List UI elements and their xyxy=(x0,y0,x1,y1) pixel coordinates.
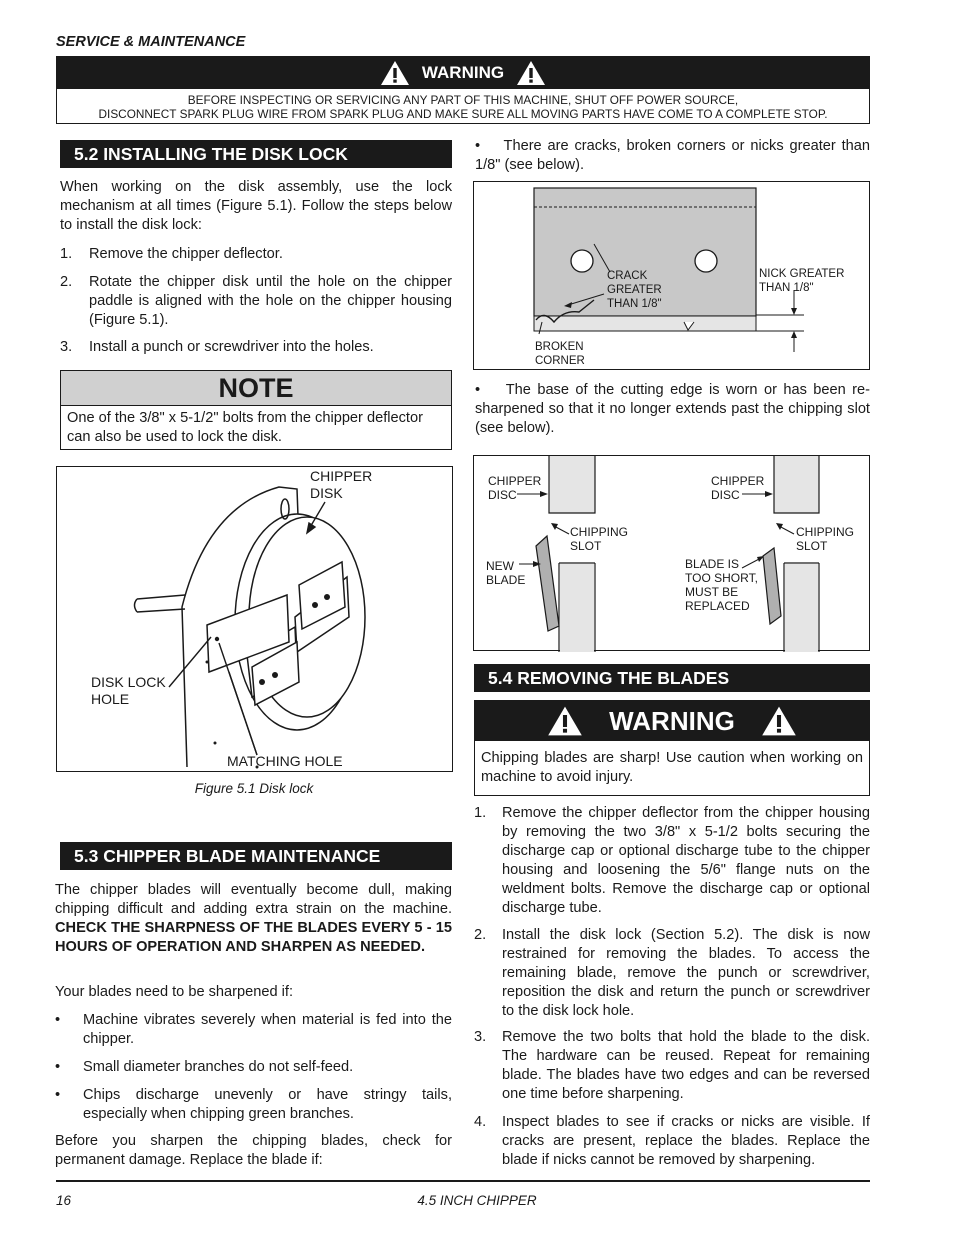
broken-corner-label xyxy=(535,340,585,368)
disk-lock-hole-label xyxy=(91,674,166,708)
short-blade-label xyxy=(685,557,758,613)
list-item xyxy=(55,1058,452,1077)
warning-triangle-icon xyxy=(761,705,797,737)
nick-label xyxy=(759,267,844,295)
chipper-disc-label-line-1: CHIPPER xyxy=(488,474,542,488)
figure-5-1-box xyxy=(56,466,453,772)
section-5-2-heading: 5.2 INSTALLING THE DISK LOCK xyxy=(60,140,452,168)
crack-label-line-3: THAN 1/8" xyxy=(607,298,662,310)
chipper-disc-label-right xyxy=(711,474,764,502)
top-warning-box xyxy=(56,56,870,124)
list-item xyxy=(60,338,452,357)
list-item xyxy=(474,1113,870,1170)
chipper-disc-label-line-2: DISC xyxy=(711,488,740,502)
nick-label-line-1: NICK GREATER xyxy=(759,268,845,280)
short-blade-label-line-4: REPLACED xyxy=(685,599,750,613)
blade-warning-box xyxy=(474,700,870,796)
list-number: 4. xyxy=(474,1114,487,1130)
chipper-disc-label-left xyxy=(488,474,541,502)
section-5-3-intro-bold: CHECK THE SHARPNESS OF THE BLADES EVERY 5 - 15 HOURS OF OPERATION AND SHARPEN AS NEEDED. xyxy=(55,920,452,955)
list-number: 1. xyxy=(60,246,73,262)
crack-label xyxy=(607,269,662,311)
chipper-disc-label-line-1: CHIPPER xyxy=(711,474,765,488)
base-bullet-text: The base of the cutting edge is worn or has been re-sharpened so that it no longer extends past the chipping slot (see below). xyxy=(475,382,871,436)
chipping-slot-label-line-1: CHIPPING xyxy=(570,525,629,539)
chipping-slot-label-right xyxy=(796,525,854,553)
list-item xyxy=(55,1011,452,1049)
bullet-marker: • xyxy=(55,1087,61,1103)
list-item xyxy=(60,273,452,330)
bullet-marker: • xyxy=(55,1059,61,1075)
list-text: Rotate the chipper disk until the hole on the chipper paddle is aligned with the hole on the chipper housing (Figure 5.1). xyxy=(89,274,452,328)
blade-warning-text: Chipping blades are sharp! Use caution when working on machine to avoid injury. xyxy=(481,750,863,785)
section-5-4-heading: 5.4 REMOVING THE BLADES xyxy=(474,664,870,692)
section-5-2-intro: When working on the disk assembly, use the lock mechanism at all times (Figure 5.1). Follow the steps below to install the disk lock: xyxy=(60,179,452,233)
list-text: Install a punch or screwdriver into the holes. xyxy=(89,339,374,355)
note-box xyxy=(60,370,452,450)
crack-label-line-1: CRACK xyxy=(607,270,648,282)
list-text: Remove the chipper deflector from the chipper housing by removing the two 3/8" x 5-1/2 bolts securing the discharge cap or optional discharge tube to the chipper housing and loosening the 5/6" flange nuts on the weldment bolts. Remove the discharge cap or optional discharge tube. xyxy=(502,805,870,916)
new-blade-label-line-1: NEW xyxy=(486,559,514,573)
list-text: Small diameter branches do not self-feed. xyxy=(83,1059,354,1075)
list-text: Install the disk lock (Section 5.2). The disk is now restrained for removing the blades. To access the remaining blade, remove the punch or screwdriver, reposition the disk and return the punch or screwdriver to the disk lock hole. xyxy=(502,927,870,1019)
note-title: NOTE xyxy=(61,371,451,406)
bullet-marker: • xyxy=(55,1012,61,1028)
short-blade-label-line-2: TOO SHORT, xyxy=(685,571,758,585)
list-item xyxy=(474,926,870,1021)
crack-bullet-text: There are cracks, broken corners or nicks greater than 1/8" (see below). xyxy=(475,138,870,173)
list-number: 2. xyxy=(60,274,73,290)
nick-label-line-2: THAN 1/8" xyxy=(759,282,814,294)
footer-title: 4.5 INCH CHIPPER xyxy=(417,1193,537,1208)
list-number: 3. xyxy=(474,1029,487,1045)
list-item xyxy=(475,381,870,438)
list-text: Chips discharge unevenly or have stringy tails, especially when chipping green branches. xyxy=(83,1087,452,1122)
chipper-disk-label-line-1: CHIPPER xyxy=(310,468,373,484)
short-blade-label-line-1: BLADE IS xyxy=(685,557,740,571)
chipping-slot-label-left xyxy=(570,525,628,553)
page-number: 16 xyxy=(56,1193,72,1208)
before-sharpen-text: Before you sharpen the chipping blades, check for permanent damage. Replace the blade if: xyxy=(55,1133,452,1168)
section-5-3-intro-plain: The chipper blades will eventually become dull, making chipping difficult and adding extra strain on the machine. xyxy=(55,882,452,917)
chipping-slot-label-line-2: SLOT xyxy=(796,539,828,553)
warning-triangle-icon xyxy=(547,705,583,737)
list-text: Remove the chipper deflector. xyxy=(89,246,283,262)
disk-lock-hole-label-line-1: DISK LOCK xyxy=(91,674,166,690)
list-text: Inspect blades to see if cracks or nicks are visible. If cracks are present, replace the blades. Replace the blade if nicks cannot be removed by sharpening. xyxy=(502,1114,870,1168)
warning-triangle-icon xyxy=(516,60,546,86)
list-item xyxy=(55,1086,452,1124)
list-number: 1. xyxy=(474,805,487,821)
bullet-marker: • xyxy=(475,138,504,154)
new-blade-label xyxy=(486,559,525,587)
bullet-marker: • xyxy=(475,382,506,398)
sharpen-if-text: Your blades need to be sharpened if: xyxy=(55,984,294,1000)
broken-corner-label-line-1: BROKEN xyxy=(535,341,584,353)
list-item xyxy=(474,1028,870,1104)
list-item xyxy=(475,137,870,175)
top-warning-bar xyxy=(57,57,869,89)
matching-hole-label: MATCHING HOLE xyxy=(227,753,343,769)
chipping-slot-label-line-2: SLOT xyxy=(570,539,602,553)
disk-lock-illustration xyxy=(57,467,454,773)
short-blade-label-line-3: MUST BE xyxy=(685,585,739,599)
list-text xyxy=(475,381,870,438)
list-text: Remove the two bolts that hold the blade to the disk. The hardware can be reused. Repeat for remaining blade. The blades have two edges and can be reversed one time before sharpening. xyxy=(502,1029,870,1102)
figure-5-1-caption: Figure 5.1 Disk lock xyxy=(194,781,314,796)
section-5-3-heading: 5.3 CHIPPER BLADE MAINTENANCE xyxy=(60,842,452,870)
list-item xyxy=(474,804,870,918)
list-text: Machine vibrates severely when material is fed into the chipper. xyxy=(83,1012,452,1047)
blade-warning-label: WARNING xyxy=(609,705,735,736)
top-warning-line-2: DISCONNECT SPARK PLUG WIRE FROM SPARK PLUG AND MAKE SURE ALL MOVING PARTS HAVE COME TO A COMPLETE STOP. xyxy=(98,107,828,121)
chipper-disc-label-line-2: DISC xyxy=(488,488,517,502)
broken-corner-label-line-2: CORNER xyxy=(535,355,585,367)
top-warning-line-1: BEFORE INSPECTING OR SERVICING ANY PART OF THIS MACHINE, SHUT OFF POWER SOURCE, xyxy=(187,93,739,107)
crack-label-line-2: GREATER xyxy=(607,284,662,296)
list-number: 2. xyxy=(474,927,487,943)
list-number: 3. xyxy=(60,339,73,355)
blade-warning-bar xyxy=(475,701,869,741)
list-item xyxy=(60,245,452,264)
disk-lock-hole-label-line-2: HOLE xyxy=(91,691,130,707)
top-warning-text xyxy=(57,89,869,121)
chipping-slot-label-line-1: CHIPPING xyxy=(796,525,855,539)
footer-rule xyxy=(56,1180,870,1182)
note-text: One of the 3/8" x 5-1/2" bolts from the chipper deflector can also be used to lock the disk. xyxy=(67,410,423,445)
chipper-disk-label xyxy=(310,468,372,502)
top-warning-label: WARNING xyxy=(421,63,505,82)
warning-triangle-icon xyxy=(380,60,410,86)
page-header-title: SERVICE & MAINTENANCE xyxy=(56,34,246,50)
section-5-3-intro xyxy=(55,881,452,957)
new-blade-label-line-2: BLADE xyxy=(486,573,526,587)
chipper-disk-label-line-2: DISK xyxy=(310,485,343,501)
list-text xyxy=(475,137,870,175)
